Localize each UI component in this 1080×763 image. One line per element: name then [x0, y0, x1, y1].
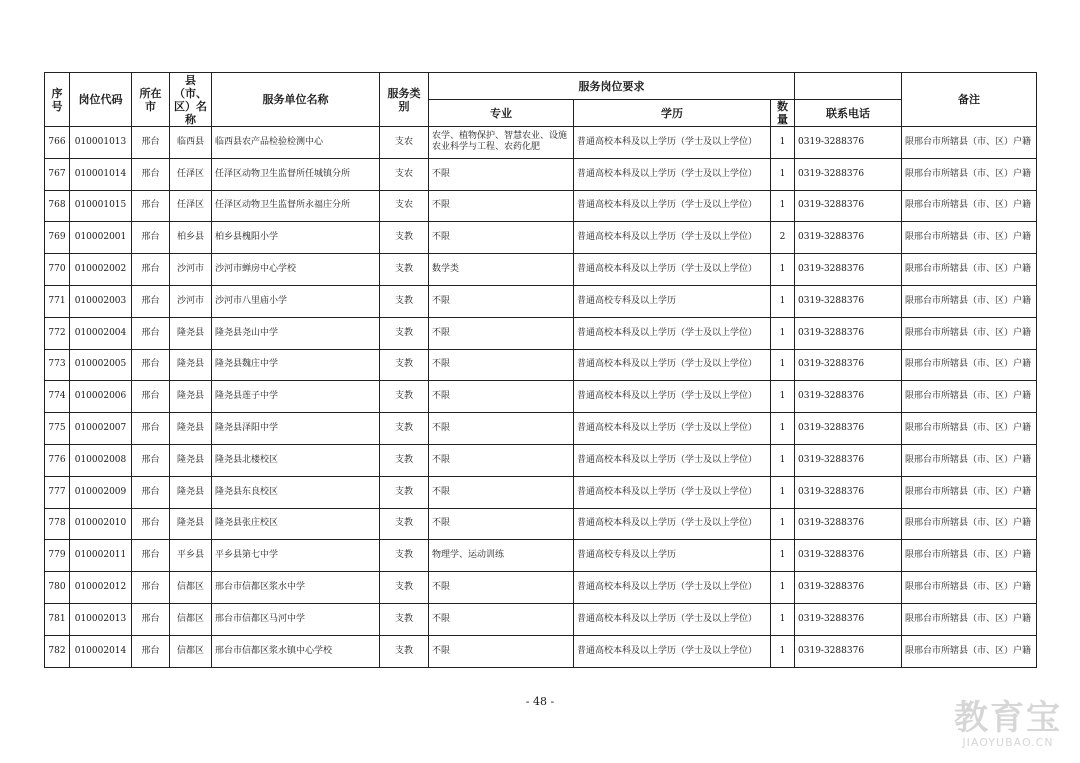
cell-note: 限邢台市所辖县（市、区）户籍	[902, 603, 1037, 635]
header-major: 专业	[429, 100, 574, 127]
cell-city: 邢台	[132, 603, 170, 635]
cell-city: 邢台	[132, 127, 170, 159]
watermark-cn: 教育宝	[954, 698, 1062, 738]
cell-code: 010002014	[70, 635, 132, 667]
cell-qty: 1	[771, 540, 795, 572]
cell-seq: 781	[45, 603, 70, 635]
cell-code: 010002013	[70, 603, 132, 635]
cell-unit: 隆尧县尧山中学	[212, 317, 380, 349]
cell-phone: 0319-3288376	[795, 540, 902, 572]
cell-unit: 任泽区动物卫生监督所永福庄分所	[212, 190, 380, 222]
cell-phone: 0319-3288376	[795, 508, 902, 540]
header-qty: 数量	[771, 100, 795, 127]
cell-phone: 0319-3288376	[795, 285, 902, 317]
cell-edu: 普通高校本科及以上学历（学士及以上学位）	[574, 381, 771, 413]
cell-city: 邢台	[132, 254, 170, 286]
cell-edu: 普通高校专科及以上学历	[574, 540, 771, 572]
page-number: - 48 -	[525, 695, 555, 708]
table-row	[45, 158, 1037, 190]
table-row	[45, 349, 1037, 381]
cell-category: 支教	[380, 444, 429, 476]
cell-phone: 0319-3288376	[795, 413, 902, 445]
cell-city: 邢台	[132, 540, 170, 572]
cell-city: 邢台	[132, 222, 170, 254]
cell-qty: 1	[771, 254, 795, 286]
table-row	[45, 317, 1037, 349]
cell-category: 支教	[380, 349, 429, 381]
header-phone: 联系电话	[795, 100, 902, 127]
cell-code: 010002005	[70, 349, 132, 381]
cell-phone: 0319-3288376	[795, 158, 902, 190]
header-requirements: 服务岗位要求	[429, 73, 795, 100]
cell-qty: 1	[771, 317, 795, 349]
cell-code: 010002012	[70, 572, 132, 604]
cell-seq: 774	[45, 381, 70, 413]
cell-unit: 隆尧县泽阳中学	[212, 413, 380, 445]
cell-qty: 1	[771, 158, 795, 190]
cell-city: 邢台	[132, 190, 170, 222]
cell-major: 物理学、运动训练	[429, 540, 574, 572]
cell-major: 不限	[429, 476, 574, 508]
cell-major: 不限	[429, 572, 574, 604]
cell-category: 支教	[380, 254, 429, 286]
header-seq: 序号	[45, 73, 70, 127]
cell-seq: 779	[45, 540, 70, 572]
cell-unit: 邢台市信都区浆水镇中心学校	[212, 635, 380, 667]
table-row	[45, 572, 1037, 604]
cell-major: 不限	[429, 285, 574, 317]
cell-major: 不限	[429, 158, 574, 190]
cell-qty: 1	[771, 635, 795, 667]
cell-unit: 沙河市八里庙小学	[212, 285, 380, 317]
cell-unit: 临西县农产品检验检测中心	[212, 127, 380, 159]
cell-edu: 普通高校本科及以上学历（学士及以上学位）	[574, 444, 771, 476]
cell-note: 限邢台市所辖县（市、区）户籍	[902, 254, 1037, 286]
cell-city: 邢台	[132, 508, 170, 540]
cell-qty: 1	[771, 190, 795, 222]
cell-phone: 0319-3288376	[795, 635, 902, 667]
cell-note: 限邢台市所辖县（市、区）户籍	[902, 476, 1037, 508]
cell-major: 不限	[429, 381, 574, 413]
cell-phone: 0319-3288376	[795, 127, 902, 159]
cell-note: 限邢台市所辖县（市、区）户籍	[902, 635, 1037, 667]
cell-code: 010002009	[70, 476, 132, 508]
cell-unit: 柏乡县槐阳小学	[212, 222, 380, 254]
cell-seq: 771	[45, 285, 70, 317]
table-row	[45, 540, 1037, 572]
cell-code: 010002011	[70, 540, 132, 572]
cell-category: 支教	[380, 508, 429, 540]
header-category: 服务类别	[380, 73, 429, 127]
cell-phone: 0319-3288376	[795, 317, 902, 349]
cell-phone: 0319-3288376	[795, 254, 902, 286]
cell-qty: 1	[771, 285, 795, 317]
cell-category: 支教	[380, 572, 429, 604]
cell-note: 限邢台市所辖县（市、区）户籍	[902, 190, 1037, 222]
cell-seq: 769	[45, 222, 70, 254]
cell-note: 限邢台市所辖县（市、区）户籍	[902, 413, 1037, 445]
cell-code: 010001014	[70, 158, 132, 190]
cell-code: 010002008	[70, 444, 132, 476]
watermark-logo	[954, 700, 1062, 749]
cell-edu: 普通高校本科及以上学历（学士及以上学位）	[574, 127, 771, 159]
cell-note: 限邢台市所辖县（市、区）户籍	[902, 349, 1037, 381]
cell-county: 隆尧县	[170, 444, 212, 476]
cell-seq: 782	[45, 635, 70, 667]
cell-city: 邢台	[132, 476, 170, 508]
header-edu: 学历	[574, 100, 771, 127]
cell-city: 邢台	[132, 572, 170, 604]
cell-qty: 1	[771, 127, 795, 159]
cell-county: 任泽区	[170, 158, 212, 190]
cell-county: 隆尧县	[170, 381, 212, 413]
table-row	[45, 476, 1037, 508]
cell-phone: 0319-3288376	[795, 190, 902, 222]
cell-edu: 普通高校本科及以上学历（学士及以上学位）	[574, 635, 771, 667]
cell-category: 支教	[380, 317, 429, 349]
cell-phone: 0319-3288376	[795, 222, 902, 254]
cell-phone: 0319-3288376	[795, 381, 902, 413]
cell-phone: 0319-3288376	[795, 476, 902, 508]
table-row	[45, 254, 1037, 286]
cell-category: 支教	[380, 285, 429, 317]
header-city: 所在市	[132, 73, 170, 127]
cell-category: 支农	[380, 190, 429, 222]
cell-note: 限邢台市所辖县（市、区）户籍	[902, 158, 1037, 190]
cell-edu: 普通高校本科及以上学历（学士及以上学位）	[574, 190, 771, 222]
cell-qty: 1	[771, 413, 795, 445]
cell-county: 信都区	[170, 603, 212, 635]
cell-qty: 2	[771, 222, 795, 254]
cell-code: 010002007	[70, 413, 132, 445]
cell-category: 支教	[380, 635, 429, 667]
table-row	[45, 285, 1037, 317]
table-row	[45, 190, 1037, 222]
cell-category: 支教	[380, 413, 429, 445]
cell-unit: 任泽区动物卫生监督所任城镇分所	[212, 158, 380, 190]
cell-unit: 隆尧县魏庄中学	[212, 349, 380, 381]
cell-major: 不限	[429, 317, 574, 349]
cell-edu: 普通高校本科及以上学历（学士及以上学位）	[574, 349, 771, 381]
header-county: 县（市、区）名称	[170, 73, 212, 127]
cell-code: 010002003	[70, 285, 132, 317]
table-header	[45, 73, 1037, 127]
cell-unit: 隆尧县北楼校区	[212, 444, 380, 476]
cell-major: 数学类	[429, 254, 574, 286]
cell-county: 沙河市	[170, 254, 212, 286]
cell-qty: 1	[771, 603, 795, 635]
cell-county: 隆尧县	[170, 317, 212, 349]
cell-edu: 普通高校专科及以上学历	[574, 285, 771, 317]
cell-qty: 1	[771, 572, 795, 604]
cell-phone: 0319-3288376	[795, 349, 902, 381]
cell-unit: 邢台市信都区浆水中学	[212, 572, 380, 604]
cell-code: 010002002	[70, 254, 132, 286]
cell-code: 010002006	[70, 381, 132, 413]
cell-edu: 普通高校本科及以上学历（学士及以上学位）	[574, 413, 771, 445]
cell-category: 支教	[380, 381, 429, 413]
cell-city: 邢台	[132, 158, 170, 190]
cell-seq: 766	[45, 127, 70, 159]
cell-city: 邢台	[132, 635, 170, 667]
cell-phone: 0319-3288376	[795, 444, 902, 476]
cell-category: 支教	[380, 603, 429, 635]
table-body	[45, 127, 1037, 668]
cell-phone: 0319-3288376	[795, 603, 902, 635]
cell-category: 支农	[380, 127, 429, 159]
cell-qty: 1	[771, 508, 795, 540]
cell-unit: 隆尧县东良校区	[212, 476, 380, 508]
cell-county: 隆尧县	[170, 508, 212, 540]
cell-major: 不限	[429, 222, 574, 254]
cell-qty: 1	[771, 349, 795, 381]
cell-note: 限邢台市所辖县（市、区）户籍	[902, 127, 1037, 159]
cell-code: 010002001	[70, 222, 132, 254]
cell-major: 不限	[429, 413, 574, 445]
cell-seq: 777	[45, 476, 70, 508]
cell-seq: 770	[45, 254, 70, 286]
cell-edu: 普通高校本科及以上学历（学士及以上学位）	[574, 158, 771, 190]
cell-major: 不限	[429, 349, 574, 381]
cell-note: 限邢台市所辖县（市、区）户籍	[902, 540, 1037, 572]
cell-edu: 普通高校本科及以上学历（学士及以上学位）	[574, 572, 771, 604]
cell-seq: 773	[45, 349, 70, 381]
cell-code: 010001015	[70, 190, 132, 222]
cell-qty: 1	[771, 381, 795, 413]
header-phone-spacer	[795, 73, 902, 100]
table-row	[45, 381, 1037, 413]
cell-county: 临西县	[170, 127, 212, 159]
table-row	[45, 508, 1037, 540]
cell-edu: 普通高校本科及以上学历（学士及以上学位）	[574, 317, 771, 349]
cell-seq: 776	[45, 444, 70, 476]
cell-note: 限邢台市所辖县（市、区）户籍	[902, 381, 1037, 413]
cell-county: 任泽区	[170, 190, 212, 222]
table-row	[45, 127, 1037, 159]
cell-code: 010002004	[70, 317, 132, 349]
cell-note: 限邢台市所辖县（市、区）户籍	[902, 508, 1037, 540]
table-row	[45, 603, 1037, 635]
cell-major: 不限	[429, 603, 574, 635]
cell-seq: 768	[45, 190, 70, 222]
cell-city: 邢台	[132, 285, 170, 317]
cell-note: 限邢台市所辖县（市、区）户籍	[902, 285, 1037, 317]
cell-qty: 1	[771, 444, 795, 476]
cell-seq: 772	[45, 317, 70, 349]
cell-edu: 普通高校本科及以上学历（学士及以上学位）	[574, 222, 771, 254]
cell-category: 支教	[380, 222, 429, 254]
cell-category: 支教	[380, 540, 429, 572]
watermark-en: JIAOYUBAO.CN	[962, 736, 1054, 749]
cell-qty: 1	[771, 476, 795, 508]
cell-city: 邢台	[132, 349, 170, 381]
cell-city: 邢台	[132, 444, 170, 476]
header-code: 岗位代码	[70, 73, 132, 127]
cell-seq: 778	[45, 508, 70, 540]
cell-seq: 775	[45, 413, 70, 445]
cell-city: 邢台	[132, 381, 170, 413]
cell-note: 限邢台市所辖县（市、区）户籍	[902, 444, 1037, 476]
header-unit: 服务单位名称	[212, 73, 380, 127]
cell-unit: 邢台市信都区马河中学	[212, 603, 380, 635]
cell-note: 限邢台市所辖县（市、区）户籍	[902, 572, 1037, 604]
table-row	[45, 444, 1037, 476]
cell-county: 平乡县	[170, 540, 212, 572]
cell-city: 邢台	[132, 413, 170, 445]
cell-major: 不限	[429, 444, 574, 476]
cell-note: 限邢台市所辖县（市、区）户籍	[902, 222, 1037, 254]
cell-seq: 780	[45, 572, 70, 604]
cell-category: 支农	[380, 158, 429, 190]
cell-edu: 普通高校本科及以上学历（学士及以上学位）	[574, 254, 771, 286]
cell-county: 柏乡县	[170, 222, 212, 254]
table-row	[45, 413, 1037, 445]
cell-county: 信都区	[170, 635, 212, 667]
cell-county: 隆尧县	[170, 349, 212, 381]
cell-note: 限邢台市所辖县（市、区）户籍	[902, 317, 1037, 349]
table-row	[45, 635, 1037, 667]
cell-major: 不限	[429, 508, 574, 540]
cell-code: 010002010	[70, 508, 132, 540]
cell-county: 信都区	[170, 572, 212, 604]
cell-major: 不限	[429, 635, 574, 667]
cell-county: 沙河市	[170, 285, 212, 317]
cell-unit: 隆尧县莲子中学	[212, 381, 380, 413]
cell-county: 隆尧县	[170, 413, 212, 445]
cell-major: 不限	[429, 190, 574, 222]
cell-seq: 767	[45, 158, 70, 190]
table-row	[45, 222, 1037, 254]
cell-edu: 普通高校本科及以上学历（学士及以上学位）	[574, 476, 771, 508]
cell-unit: 平乡县第七中学	[212, 540, 380, 572]
cell-code: 010001013	[70, 127, 132, 159]
cell-unit: 隆尧县张庄校区	[212, 508, 380, 540]
cell-category: 支教	[380, 476, 429, 508]
cell-unit: 沙河市蝉房中心学校	[212, 254, 380, 286]
cell-major: 农学、植物保护、智慧农业、设施农业科学与工程、农药化肥	[429, 127, 574, 159]
cell-city: 邢台	[132, 317, 170, 349]
cell-edu: 普通高校本科及以上学历（学士及以上学位）	[574, 508, 771, 540]
cell-edu: 普通高校本科及以上学历（学士及以上学位）	[574, 603, 771, 635]
cell-county: 隆尧县	[170, 476, 212, 508]
cell-phone: 0319-3288376	[795, 572, 902, 604]
positions-table	[44, 72, 1037, 668]
header-note: 备注	[902, 73, 1037, 127]
